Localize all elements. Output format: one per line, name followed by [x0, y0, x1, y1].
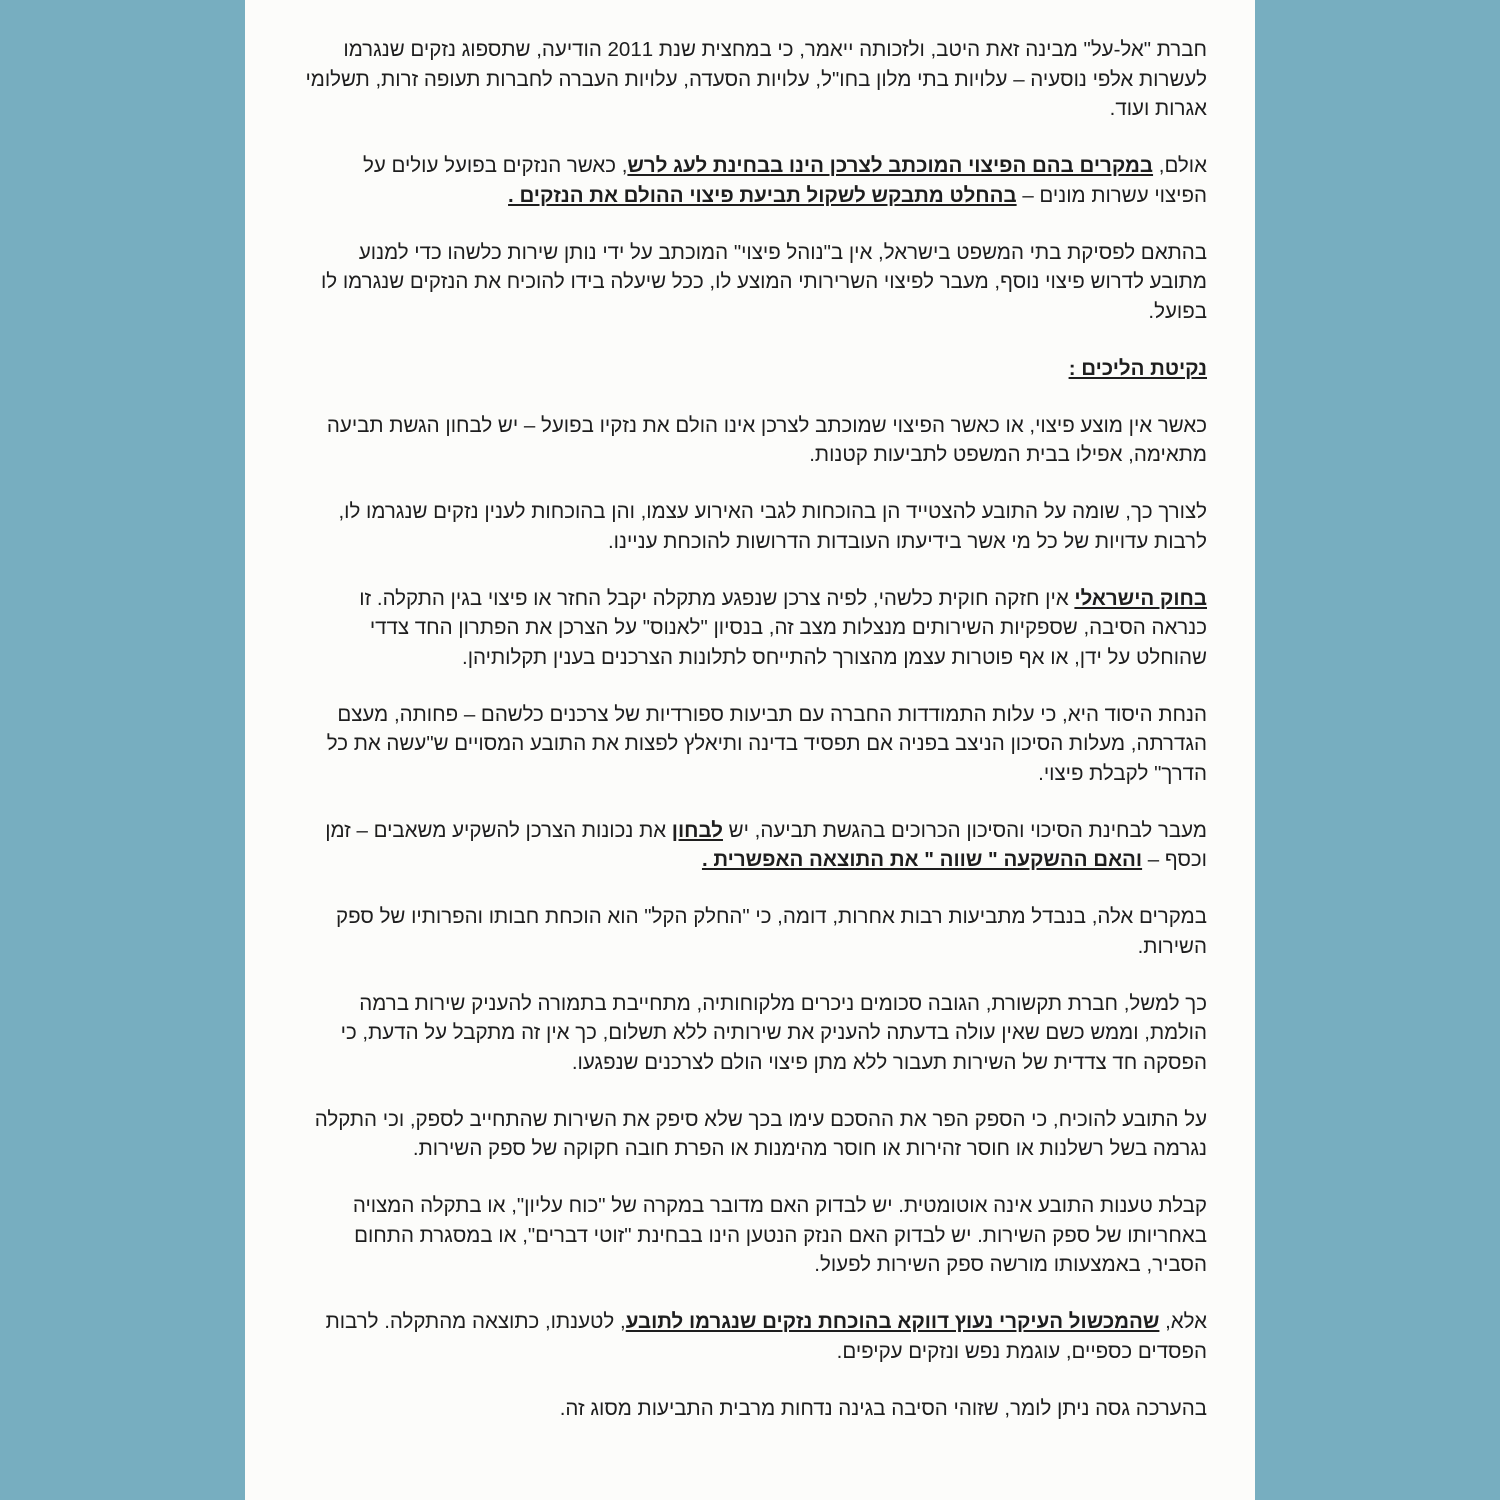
text-segment: אלא, — [1159, 1310, 1207, 1333]
text-segment: אין חזקה חוקית כלשהי, לפיה צרכן שנפגע מתקלה יקבל החזר או פיצוי בגין התקלה. זו כנראה הסיבה, שספקיות השירותים מנצלות מצב זה, בנסיון "לאנוס" על הצרכן את הפתרון החד צדדי שהוחלט על ידן, או אף פוטרות עצמן מהצורך להתייחס לתלונות הצרכנים בענין תקלותיהן. — [359, 586, 1207, 669]
document-body — [305, 35, 1207, 1423]
underlined-text: נקיטת הליכים : — [1068, 356, 1207, 380]
paragraph — [305, 238, 1207, 327]
text-segment: הנחת היסוד היא, כי עלות התמודדות החברה עם תביעות ספורדיות של צרכנים כלשהם – פחותה, מעצם הגדרתה, מעלות הסיכון הניצב בפניה אם תפסיד בדינה ותיאלץ לפצות את התובע המסויים ש"עשה את כל הדרך" לקבלת פיצוי. — [326, 702, 1207, 785]
paragraph — [305, 1394, 1207, 1424]
paragraph — [305, 411, 1207, 470]
paragraph — [305, 700, 1207, 789]
text-segment: את נכונות הצרכן להשקיע משאבים – זמן וכסף – — [325, 818, 1207, 871]
underlined-text: שהמכשול העיקרי נעוץ דווקא בהוכחת נזקים שנגרמו לתובע — [625, 1310, 1160, 1333]
paragraph — [305, 989, 1207, 1078]
underlined-text: בחוק הישראלי — [1074, 586, 1207, 610]
underlined-text: לבחון — [671, 818, 723, 842]
document-page — [245, 0, 1255, 1500]
text-segment: חברת "אל-על" מבינה זאת היטב, ולזכותה ייאמר, כי במחצית שנת 2011 הודיעה, שתספוג נזקים שנגרמו לעשרות אלפי נוסעיה – עלויות בתי מלון בחו"ל, עלויות הסעדה, עלויות העברה לחברות תעופה זרות, תשלומי אגרות ועוד. — [305, 38, 1207, 120]
text-segment: לצורך כך, שומה על התובע להצטייד הן בהוכחות לגבי האירוע עצמו, והן בהוכחות לענין נזקים שנגרמו לו, לרבות עדויות של כל מי אשר בידיעתו העובדות הדרושות להוכחת עניינו. — [338, 500, 1207, 553]
underlined-text: בהחלט מתבקש לשקול תביעת פיצוי ההולם את הנזקים . — [508, 183, 1017, 207]
paragraph — [305, 1105, 1207, 1164]
paragraph — [305, 1191, 1207, 1280]
paragraph — [305, 816, 1207, 875]
paragraph — [305, 151, 1207, 210]
text-segment: בהערכה גסה ניתן לומר, שזוהי הסיבה בגינה נדחות מרבית התביעות מסוג זה. — [559, 1396, 1207, 1420]
text-segment: אולם, — [1153, 154, 1207, 177]
section-heading — [305, 354, 1207, 384]
underlined-text: והאם ההשקעה " שווה " את התוצאה האפשרית . — [701, 848, 1143, 871]
text-segment: כאשר אין מוצע פיצוי, או כאשר הפיצוי שמוכתב לצרכן אינו הולם את נזקיו בפועל – יש לבחון הגשת תביעה מתאימה, אפילו בבית המשפט לתביעות קטנות. — [326, 413, 1207, 466]
paragraph — [305, 497, 1207, 556]
paragraph — [305, 35, 1207, 124]
paragraph — [305, 584, 1207, 673]
text-segment: , כאשר הנזקים בפועל עולים על הפיצוי עשרות מונים – — [362, 154, 1207, 207]
text-segment: כך למשל, חברת תקשורת, הגובה סכומים ניכרים מלקוחותיה, מתחייבת בתמורה להעניק שירות ברמה הולמת, וממש כשם שאין עולה בדעתה להעניק את שירותיה ללא תשלום, כך אין זה מתקבל על הדעת, כי הפסקה חד צדדית של השירות תעבור ללא מתן פיצוי הולם לצרכנים שנפגעו. — [340, 991, 1207, 1074]
text-segment: על התובע להוכיח, כי הספק הפר את ההסכם עימו בכך שלא סיפק את השירות שהתחייב לספק, וכי התקלה נגרמה בשל רשלנות או חוסר זהירות או חוסר מהימנות או הפרת חובה חקוקה של ספק השירות. — [314, 1107, 1207, 1160]
text-segment: קבלת טענות התובע אינה אוטומטית. יש לבדוק האם מדובר במקרה של "כוח עליון", או בתקלה המצויה באחריותו של ספק השירות. יש לבדוק האם הנזק הנטען הינו בבחינת "זוטי דברים", או במסגרת התחום הסביר, באמצעותו מורשה ספק השירות לפעול. — [352, 1194, 1207, 1276]
paragraph — [305, 902, 1207, 961]
text-segment: , לטענתו, כתוצאה מהתקלה. לרבות הפסדים כספיים, עוגמת נפש ונזקים עקיפים. — [325, 1310, 1207, 1363]
text-segment: במקרים אלה, בנבדל מתביעות רבות אחרות, דומה, כי "החלק הקל" הוא הוכחת חבותו והפרותיו של ספק השירות. — [336, 905, 1207, 958]
text-segment: בהתאם לפסיקת בתי המשפט בישראל, אין ב"נוהל פיצוי" המוכתב על ידי נותן שירות כלשהו כדי למנוע מתובע לדרוש פיצוי נוסף, מעבר לפיצוי השרירותי המוצע לו, ככל שיעלה בידו להוכיח את הנזקים שנגרמו לו בפועל. — [320, 240, 1207, 323]
text-segment: מעבר לבחינת הסיכוי והסיכון הכרוכים בהגשת תביעה, יש — [722, 818, 1207, 842]
underlined-text: במקרים בהם הפיצוי המוכתב לצרכן הינו בבחינת לעג לרש — [627, 154, 1154, 177]
paragraph — [305, 1307, 1207, 1366]
